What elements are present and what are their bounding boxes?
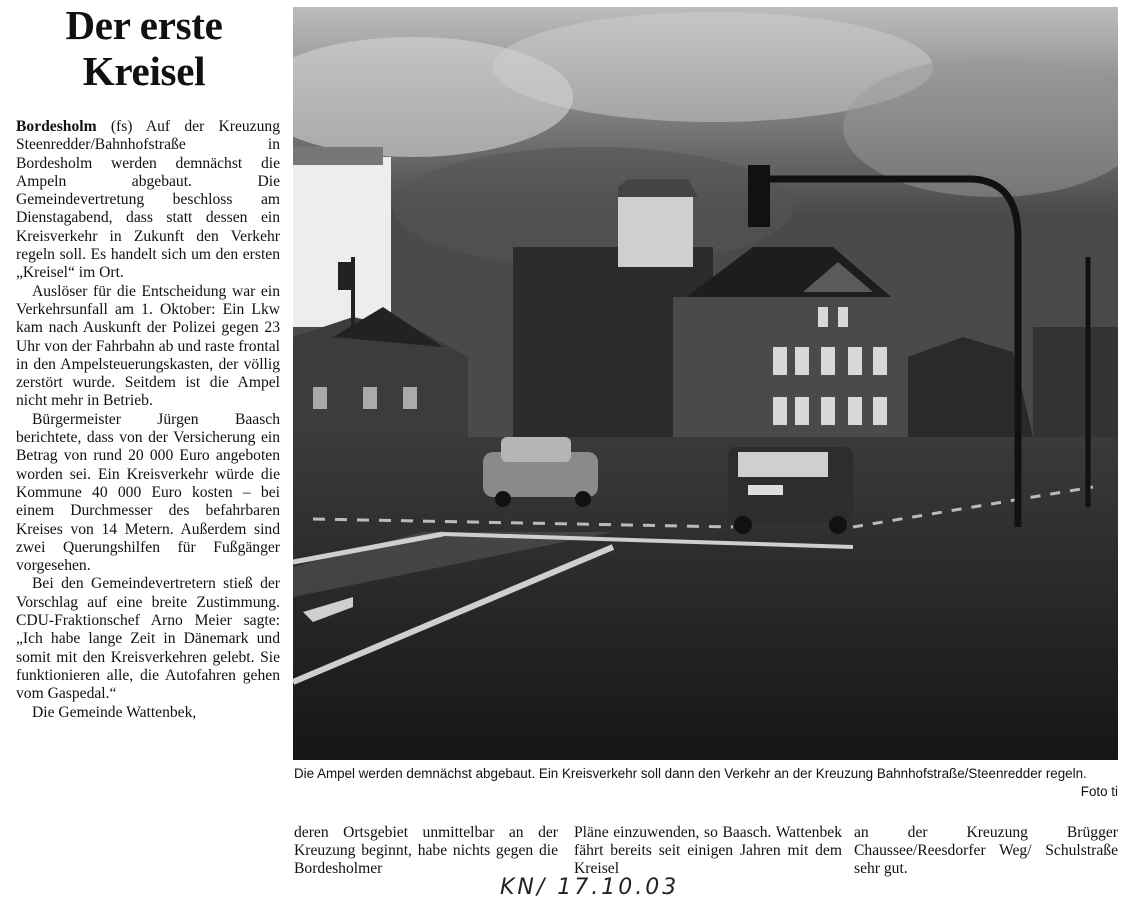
car-right	[728, 447, 853, 534]
article-body-column-3: Pläne einzuwenden, so Baasch. Wattenbek fährt bereits seit einigen Jahren mit dem Kreisel	[574, 824, 842, 878]
photo-illustration	[293, 7, 1118, 760]
article-body-column-1	[16, 118, 280, 722]
article-body-column-2: deren Ortsgebiet unmittelbar an der Kreuzung beginnt, habe nichts gegen die Bordesholmer	[294, 824, 558, 878]
photo-credit: Foto ti	[1080, 784, 1118, 799]
handwritten-date-note: KN/ 17.10.03	[500, 875, 680, 900]
brick-house	[673, 297, 903, 437]
mill-tower-roof	[618, 179, 698, 197]
silo-roof	[293, 147, 383, 165]
road	[293, 437, 1118, 760]
window	[403, 387, 417, 409]
dateline: Bordesholm	[16, 118, 97, 135]
author-tag: (fs)	[110, 118, 133, 135]
window	[363, 387, 377, 409]
paragraph-1	[16, 118, 280, 283]
headline	[8, 2, 280, 94]
headline-line-2: Kreisel	[82, 48, 206, 94]
paragraph-5-start: Die Gemeinde Wattenbek,	[32, 703, 197, 721]
mill-tower	[618, 187, 693, 267]
news-photo	[293, 7, 1118, 760]
article-body-column-4: an der Kreuzung Brügger Chaussee/Reesdorfer Weg/ Schulstraße sehr gut.	[854, 824, 1118, 878]
trees-right	[1033, 327, 1118, 437]
photo-caption: Die Ampel werden demnächst abgebaut. Ein Kreisverkehr soll dann den Verkehr an der Kreuzung Bahnhofstraße/Steenredder regeln.	[294, 766, 1087, 781]
paragraph-1-text: Auf der Kreuzung Steenredder/Bahnhofstraße in Bordesholm werden demnächst die Ampeln abgebaut. Die Gemeindevertretung beschloss am Dienstagabend, dass statt dessen ein Kreisverkehr in Zukunft den Verkehr regeln soll. Es handelt sich um den ersten „Kreisel“ im Ort.	[16, 118, 280, 282]
silo-building	[293, 157, 391, 327]
paragraph-3: Bürgermeister Jürgen Baasch berichtete, dass von der Versicherung ein Betrag von rund 20 000 Euro angeboten worden sei. Ein Kreisverkehr würde die Kommune 40 000 Euro kosten – bei einem Durchmesser des befahrbaren Kreises von 14 Metern. Außerdem sind zwei Querungshilfen für Fußgänger vorgesehen.	[16, 410, 280, 575]
headline-line-1: Der erste	[65, 2, 223, 48]
window	[313, 387, 327, 409]
left-signal	[338, 262, 352, 290]
paragraph-4: Bei den Gemeindevertretern stieß der Vorschlag auf eine breite Zustimmung. CDU-Fraktionschef Arno Meier sagte: „Ich habe lange Zeit in Dänemark und somit mit den Kreisverkehren gelebt. Sie funktionieren alle, die Autofahren gehen vom Gaspedal.“	[16, 575, 280, 703]
paragraph-2: Auslöser für die Entscheidung war ein Verkehrsunfall am 1. Oktober: Ein Lkw kam nach Auskunft der Polizei gegen 23 Uhr von der Fahrbahn ab und raste frontal in den Ampelsteuerungskasten, der völlig zerstört wurde. Seitdem ist die Ampel nicht mehr in Betrieb.	[16, 282, 280, 410]
